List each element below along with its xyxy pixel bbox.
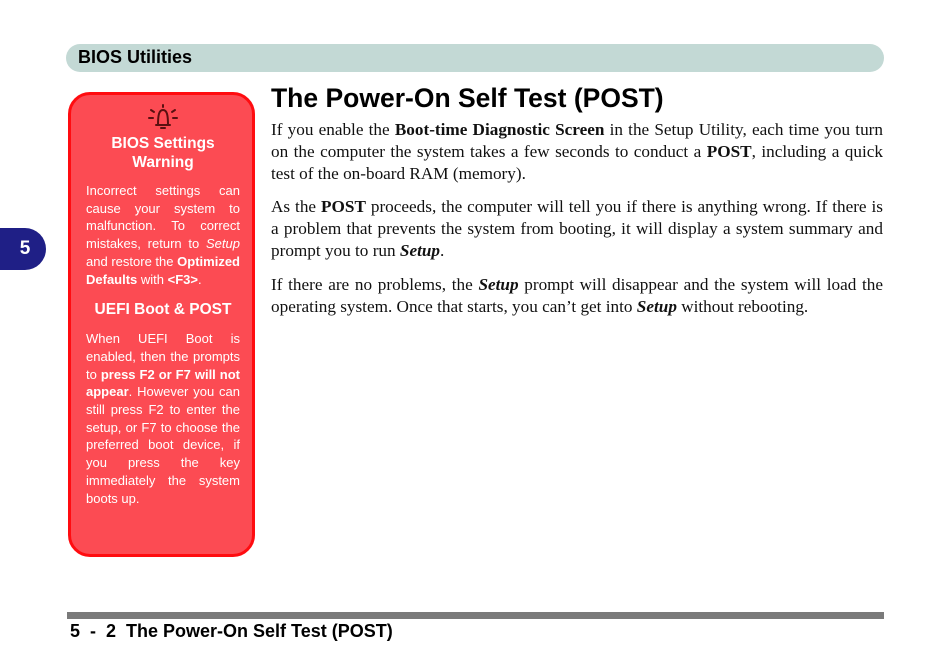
header-bar (66, 44, 884, 72)
footer-page-label: 5 - 2 The Power-On Self Test (POST) (70, 621, 393, 641)
warning-title: BIOS Settings Warning (111, 135, 215, 171)
main-content (271, 83, 883, 329)
warning-text: Incorrect settings can cause your system to malfunction. To correct mistakes, return to Setup and restore the Optimized Defaults with <F3>. (86, 183, 240, 287)
paragraph-1: If you enable the Boot-time Diagnostic Screen in the Setup Utility, each time you turn on the computer the system takes a few seconds to conduct a POST, including a quick test of the on-board RAM (memory). (271, 120, 883, 183)
header-title: BIOS Utilities (78, 47, 193, 67)
chapter-tab (0, 228, 46, 270)
sidebar-note (68, 92, 255, 557)
paragraph-3: If there are no problems, the Setup prompt will disappear and the system will load the operating system. Once that starts, you can’t get into Setup without rebooting. (271, 274, 883, 316)
uefi-title: UEFI Boot & POST (94, 301, 232, 319)
footer-rule (67, 612, 884, 619)
warning-bell-icon (145, 101, 181, 131)
paragraph-2: As the POST proceeds, the computer will tell you if there is anything wrong. If there is a problem that prevents the system from booting, it will display a system summary and prompt you to run Setup. (271, 197, 883, 260)
page-title: The Power-On Self Test (POST) (271, 83, 664, 113)
uefi-text: When UEFI Boot is enabled, then the prompts to press F2 or F7 will not appear. However you can still press F2 to enter the setup, or F7 to choose the preferred boot device, if you press the key immediately the system boots up. (86, 331, 240, 506)
chapter-number: 5 (19, 238, 31, 259)
